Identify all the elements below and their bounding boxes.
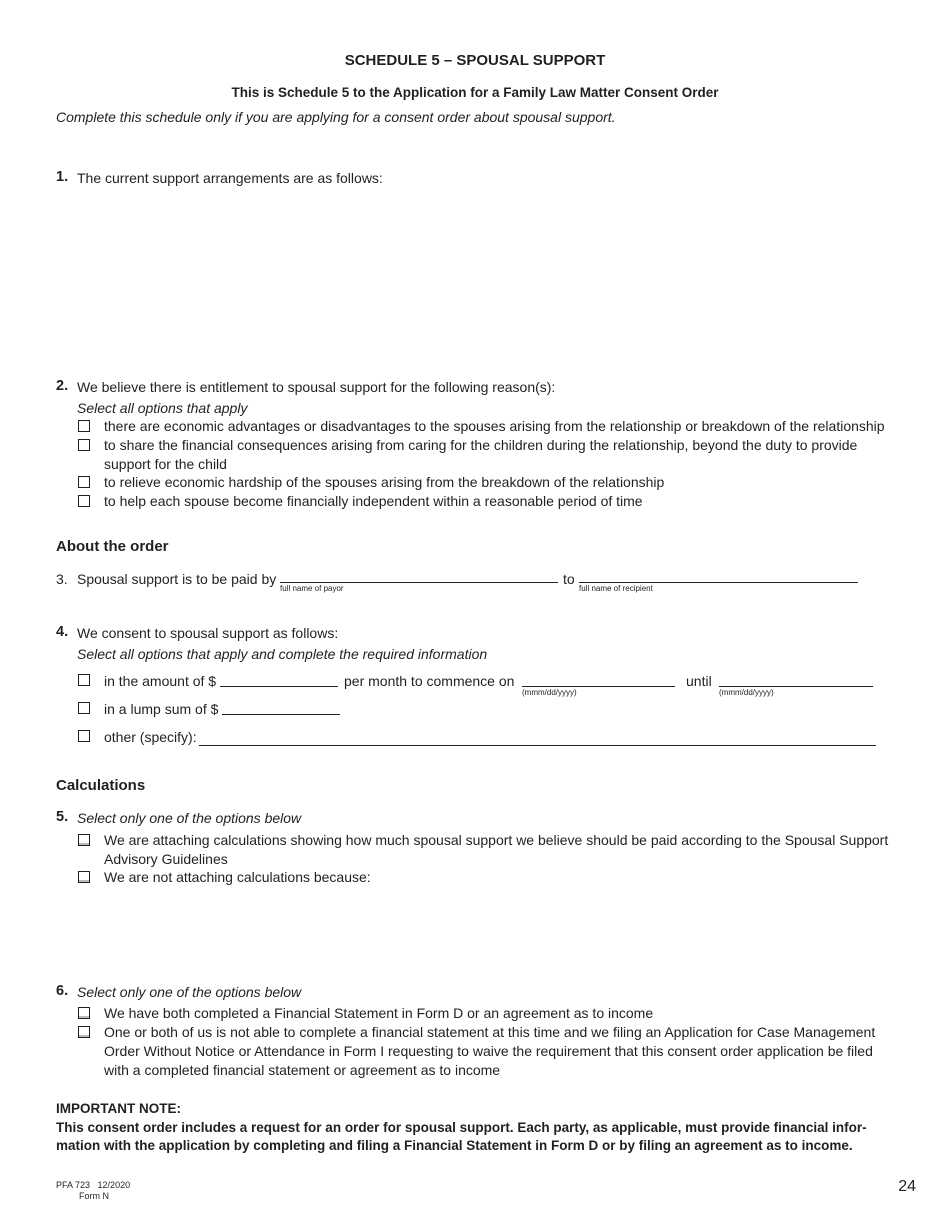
q4-until: until xyxy=(686,673,712,689)
q6-option-1-label: We have both completed a Financial Statement in Form D or an agreement as to income xyxy=(104,1005,654,1021)
page-title: SCHEDULE 5 – SPOUSAL SUPPORT xyxy=(344,52,606,69)
q5-instruction: Select only one of the options below xyxy=(77,810,302,826)
q2-option-3-checkbox[interactable] xyxy=(78,476,90,488)
until-date-field[interactable] xyxy=(719,686,873,687)
q5-option-2-label: We are not attaching calculations because: xyxy=(104,869,371,885)
schedule-instruction: Complete this schedule only if you are applying for a consent order about spousal support. xyxy=(56,109,616,125)
q2-option-2-label-cont: support for the child xyxy=(104,456,227,472)
q5-number: 5. xyxy=(56,809,69,825)
q6-instruction: Select only one of the options below xyxy=(77,984,302,1000)
q6-option-2-label-cont-1: Order Without Notice or Attendance in Form I requesting to waive the requirement that this consent order application be filed xyxy=(104,1043,873,1059)
other-specify-field[interactable] xyxy=(199,745,876,746)
payor-hint: full name of payor xyxy=(280,584,344,593)
q4-number: 4. xyxy=(56,624,69,640)
lump-sum-field[interactable] xyxy=(222,714,340,715)
q6-option-2-checkbox[interactable] xyxy=(78,1026,90,1038)
commence-date-hint: (mmm/dd/yyyy) xyxy=(522,688,577,697)
form-code xyxy=(56,1180,130,1190)
page-number: 24 xyxy=(898,1178,916,1195)
q1-answer-area[interactable] xyxy=(77,192,897,367)
page-subtitle: This is Schedule 5 to the Application for a Family Law Matter Consent Order xyxy=(231,85,719,100)
q2-option-2-checkbox[interactable] xyxy=(78,439,90,451)
q3-number: 3. xyxy=(56,571,68,587)
important-note-line-2: mation with the application by completing and filing a Financial Statement in Form D or by filing an agreement as to income. xyxy=(56,1138,853,1153)
q1-text: The current support arrangements are as follows: xyxy=(77,170,383,186)
q6-option-1-checkbox[interactable] xyxy=(78,1007,90,1019)
commence-date-field[interactable] xyxy=(522,686,675,687)
calculations-heading: Calculations xyxy=(56,777,146,794)
form-label: Form N xyxy=(79,1191,109,1201)
q5-option-1-label-cont: Advisory Guidelines xyxy=(104,851,228,867)
payor-name-field[interactable] xyxy=(280,582,558,583)
q4-instruction: Select all options that apply and complete the required information xyxy=(77,646,488,662)
important-note-line-1: This consent order includes a request for an order for spousal support. Each party, as applicable, must provide financial infor- xyxy=(56,1120,867,1135)
form-code-number: PFA 723 xyxy=(56,1180,91,1190)
monthly-amount-field[interactable] xyxy=(220,686,338,687)
q2-number: 2. xyxy=(56,378,69,394)
q2-option-1-checkbox[interactable] xyxy=(78,420,90,432)
q2-option-4-checkbox[interactable] xyxy=(78,495,90,507)
form-revision-date: 12/2020 xyxy=(97,1180,131,1190)
q6-number: 6. xyxy=(56,983,69,999)
q4-amount-label: in the amount of $ xyxy=(104,673,217,689)
q2-option-1-label: there are economic advantages or disadvantages to the spouses arising from the relationship or breakdown of the relationship xyxy=(104,418,885,434)
q2-option-2-label: to share the financial consequences arising from caring for the children during the relationship, beyond the duty to provide xyxy=(104,437,858,453)
q4-lump-sum-label: in a lump sum of $ xyxy=(104,701,219,717)
important-note-body xyxy=(56,1119,901,1155)
q1-number: 1. xyxy=(56,169,69,185)
q5-option-1-checkbox[interactable] xyxy=(78,834,90,846)
until-date-hint: (mmm/dd/yyyy) xyxy=(719,688,774,697)
important-note-heading: IMPORTANT NOTE: xyxy=(56,1101,181,1116)
q3-to: to xyxy=(563,571,575,587)
recipient-name-field[interactable] xyxy=(579,582,858,583)
q6-option-2-label: One or both of us is not able to complete a financial statement at this time and we filing an Application for Case Management xyxy=(104,1024,876,1040)
q4-text: We consent to spousal support as follows: xyxy=(77,625,339,641)
q5-option-1-label: We are attaching calculations showing how much spousal support we believe should be paid according to the Spousal Support xyxy=(104,832,889,848)
q6-option-2-label-cont-2: with a completed financial statement or agreement as to income xyxy=(104,1062,501,1078)
q3-text: Spousal support is to be paid by xyxy=(77,571,277,587)
q5-option-2-checkbox[interactable] xyxy=(78,871,90,883)
q4-lump-sum-checkbox[interactable] xyxy=(78,702,90,714)
recipient-hint: full name of recipient xyxy=(579,584,653,593)
q2-option-4-label: to help each spouse become financially independent within a reasonable period of time xyxy=(104,493,643,509)
q4-other-checkbox[interactable] xyxy=(78,730,90,742)
q4-other-label: other (specify): xyxy=(104,729,197,745)
q4-amount-checkbox[interactable] xyxy=(78,674,90,686)
q2-instruction: Select all options that apply xyxy=(77,400,248,416)
q4-per-month: per month to commence on xyxy=(344,673,515,689)
q5-reason-area[interactable] xyxy=(104,890,894,975)
q2-text: We believe there is entitlement to spousal support for the following reason(s): xyxy=(77,379,556,395)
about-order-heading: About the order xyxy=(56,538,169,555)
q2-option-3-label: to relieve economic hardship of the spouses arising from the breakdown of the relationship xyxy=(104,474,665,490)
